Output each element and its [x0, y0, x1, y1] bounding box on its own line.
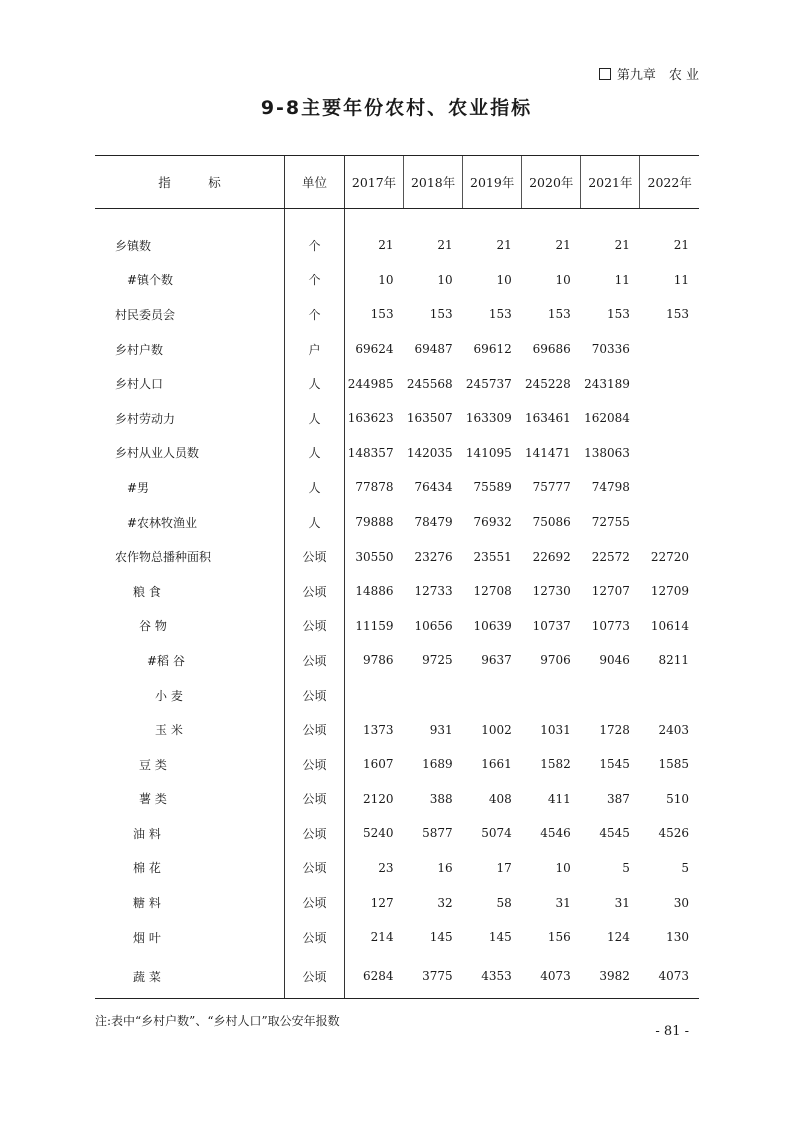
cell-value: 31	[614, 895, 630, 910]
row-label: 乡村户数	[115, 342, 164, 357]
cell-value	[640, 436, 699, 471]
cell-value: 21	[673, 238, 689, 253]
cell-value: 163623	[347, 411, 394, 426]
cell-value: 74798	[591, 480, 630, 495]
table-row	[95, 228, 699, 263]
table-row	[95, 782, 699, 817]
cell-value: 14886	[355, 584, 394, 599]
table-row	[95, 609, 699, 644]
cell-value: 2120	[363, 791, 394, 806]
table-row	[95, 816, 699, 851]
cell-value: 153	[666, 307, 689, 322]
cell-value: 142035	[406, 445, 453, 460]
cell-value: 11	[673, 272, 689, 287]
header-indicator: 指 标	[95, 156, 285, 209]
cell-value: 10	[437, 272, 453, 287]
row-unit: 公顷	[285, 920, 345, 955]
row-label: 谷 物	[139, 619, 167, 634]
table-row	[95, 712, 699, 747]
row-label: 乡村人口	[115, 377, 164, 392]
cell-value: 245737	[465, 376, 512, 391]
cell-value: 1661	[481, 757, 512, 772]
cell-value: 1582	[540, 757, 571, 772]
table-row	[95, 297, 699, 332]
row-unit: 公顷	[285, 609, 345, 644]
header-year: 2017年	[345, 156, 404, 209]
cell-value: 1585	[658, 757, 689, 772]
row-unit: 公顷	[285, 678, 345, 713]
cell-value: 21	[378, 238, 394, 253]
cell-value: 12730	[532, 584, 571, 599]
cell-value	[640, 332, 699, 367]
cell-value: 9786	[363, 653, 394, 668]
cell-value: 16	[437, 860, 453, 875]
cell-value: 4353	[463, 954, 522, 999]
cell-value: 9637	[481, 653, 512, 668]
row-unit: 公顷	[285, 643, 345, 678]
chapter-header	[599, 64, 699, 83]
row-unit: 公顷	[285, 747, 345, 782]
table-row	[95, 436, 699, 471]
cell-value: 1373	[363, 722, 394, 737]
cell-value: 12707	[591, 584, 630, 599]
cell-value: 72755	[591, 515, 630, 530]
cell-value: 5	[622, 860, 630, 875]
cell-value: 388	[429, 791, 453, 806]
cell-value: 69487	[414, 342, 453, 357]
cell-value: 141095	[465, 445, 512, 460]
cell-value: 17	[496, 860, 512, 875]
cell-value: 931	[429, 722, 453, 737]
row-unit: 人	[285, 505, 345, 540]
row-label: #男	[127, 480, 150, 495]
row-label: #农林牧渔业	[127, 515, 198, 530]
cell-value: 30	[673, 895, 689, 910]
cell-value: 75589	[473, 480, 512, 495]
header-year: 2019年	[463, 156, 522, 209]
row-label: 乡村劳动力	[115, 411, 176, 426]
table-row	[95, 539, 699, 574]
chapter-label: 第九章 农 业	[616, 68, 699, 83]
cell-value: 244985	[347, 376, 394, 391]
table-row	[95, 366, 699, 401]
cell-value: 245568	[406, 376, 453, 391]
cell-value: 4526	[658, 826, 689, 841]
cell-value: 69612	[473, 342, 512, 357]
cell-value: 1607	[363, 757, 394, 772]
cell-value: 145	[488, 930, 512, 945]
cell-value: 10	[555, 860, 571, 875]
cell-value	[581, 678, 640, 713]
cell-value: 75777	[532, 480, 571, 495]
cell-value: 145	[429, 930, 453, 945]
table-row	[95, 263, 699, 298]
row-label: 薯 类	[139, 792, 167, 807]
row-label: 村民委员会	[115, 307, 176, 322]
table-row	[95, 678, 699, 713]
cell-value: 124	[606, 930, 630, 945]
cell-value: 5	[681, 860, 689, 875]
row-unit: 户	[285, 332, 345, 367]
row-label: 农作物总播种面积	[115, 550, 212, 565]
row-unit: 人	[285, 470, 345, 505]
cell-value: 10614	[650, 618, 689, 633]
row-unit: 个	[285, 228, 345, 263]
cell-value: 10773	[591, 618, 630, 633]
cell-value	[522, 678, 581, 713]
cell-value: 9046	[599, 653, 630, 668]
row-unit: 人	[285, 436, 345, 471]
cell-value: 23276	[414, 549, 453, 564]
cell-value: 12708	[473, 584, 512, 599]
cell-value: 21	[496, 238, 512, 253]
table-row	[95, 401, 699, 436]
table-spacer-row	[95, 209, 699, 229]
table-row	[95, 851, 699, 886]
cell-value: 141471	[525, 445, 571, 460]
cell-value: 5074	[481, 826, 512, 841]
page-title: 9-8主要年份农村、农业指标	[260, 97, 533, 119]
row-unit: 公顷	[285, 885, 345, 920]
row-label: 糖 料	[133, 896, 161, 911]
row-unit: 公顷	[285, 712, 345, 747]
table-row	[95, 885, 699, 920]
cell-value: 21	[555, 238, 571, 253]
cell-value: 76434	[414, 480, 453, 495]
cell-value: 21	[614, 238, 630, 253]
indicator-table	[95, 155, 699, 999]
row-unit: 公顷	[285, 539, 345, 574]
row-label: 乡镇数	[115, 238, 152, 253]
cell-value: 10656	[414, 618, 453, 633]
header-unit: 单位	[285, 156, 345, 209]
cell-value: 79888	[355, 515, 394, 530]
cell-value: 162084	[584, 411, 630, 426]
table-row	[95, 470, 699, 505]
cell-value	[640, 401, 699, 436]
cell-value: 22692	[532, 549, 571, 564]
cell-value	[640, 366, 699, 401]
cell-value: 148357	[347, 445, 394, 460]
cell-value: 69624	[355, 342, 394, 357]
row-unit: 个	[285, 297, 345, 332]
cell-value: 1002	[481, 722, 512, 737]
cell-value: 10	[555, 272, 571, 287]
row-label: 乡村从业人员数	[115, 446, 200, 461]
indicator-table-container	[95, 155, 699, 999]
row-unit: 公顷	[285, 954, 345, 999]
cell-value	[463, 678, 522, 713]
checkbox-square-icon	[599, 68, 611, 80]
row-unit: 人	[285, 366, 345, 401]
cell-value: 156	[547, 930, 571, 945]
row-unit: 公顷	[285, 574, 345, 609]
cell-value: 5877	[422, 826, 453, 841]
cell-value: 9725	[422, 653, 453, 668]
cell-value: 69686	[532, 342, 571, 357]
cell-value: 10	[496, 272, 512, 287]
cell-value	[345, 678, 404, 713]
cell-value: 12709	[650, 584, 689, 599]
cell-value: 77878	[355, 480, 394, 495]
header-year: 2021年	[581, 156, 640, 209]
cell-value: 11159	[355, 618, 394, 633]
table-row	[95, 954, 699, 999]
cell-value: 22572	[591, 549, 630, 564]
cell-value: 9706	[540, 653, 571, 668]
cell-value: 3982	[581, 954, 640, 999]
table-row	[95, 747, 699, 782]
table-header-row	[95, 156, 699, 209]
cell-value: 245228	[525, 376, 571, 391]
row-unit: 公顷	[285, 816, 345, 851]
cell-value: 163309	[465, 411, 512, 426]
row-label: 豆 类	[139, 757, 167, 772]
cell-value: 138063	[584, 445, 630, 460]
cell-value: 243189	[584, 376, 630, 391]
cell-value: 3775	[404, 954, 463, 999]
cell-value: 1728	[599, 722, 630, 737]
cell-value: 70336	[591, 342, 630, 357]
row-label: 玉 米	[155, 723, 183, 738]
table-row	[95, 574, 699, 609]
header-year: 2020年	[522, 156, 581, 209]
cell-value: 10639	[473, 618, 512, 633]
row-unit: 公顷	[285, 851, 345, 886]
cell-value: 153	[547, 307, 571, 322]
cell-value: 58	[496, 895, 512, 910]
row-unit: 个	[285, 263, 345, 298]
cell-value: 32	[437, 895, 453, 910]
cell-value: 22720	[650, 549, 689, 564]
table-row	[95, 920, 699, 955]
row-label: #镇个数	[127, 273, 174, 288]
page-number: - 81 -	[655, 1024, 689, 1039]
cell-value: 510	[666, 791, 689, 806]
table-note: 注:表中“乡村户数”、“乡村人口”取公安年报数	[95, 1014, 340, 1028]
cell-value: 1031	[540, 722, 571, 737]
cell-value: 214	[370, 930, 394, 945]
cell-value: 78479	[414, 515, 453, 530]
row-label: 棉 花	[133, 861, 161, 876]
cell-value: 8211	[658, 653, 689, 668]
cell-value: 127	[370, 895, 394, 910]
cell-value: 411	[547, 791, 571, 806]
cell-value: 1689	[422, 757, 453, 772]
cell-value: 1545	[599, 757, 630, 772]
cell-value: 153	[429, 307, 453, 322]
cell-value: 4545	[599, 826, 630, 841]
cell-value: 163507	[406, 411, 453, 426]
row-unit: 人	[285, 401, 345, 436]
cell-value: 4073	[522, 954, 581, 999]
cell-value: 2403	[658, 722, 689, 737]
cell-value: 387	[606, 791, 630, 806]
table-row	[95, 505, 699, 540]
cell-value: 4073	[640, 954, 699, 999]
cell-value	[640, 470, 699, 505]
cell-value: 76932	[473, 515, 512, 530]
row-label: 小 麦	[155, 688, 183, 703]
cell-value: 153	[606, 307, 630, 322]
cell-value: 10	[378, 272, 394, 287]
cell-value: 30550	[355, 549, 394, 564]
cell-value: 6284	[345, 954, 404, 999]
cell-value: 408	[488, 791, 512, 806]
cell-value	[404, 678, 463, 713]
table-body	[95, 209, 699, 999]
cell-value: 163461	[525, 411, 571, 426]
cell-value: 75086	[532, 515, 571, 530]
cell-value: 12733	[414, 584, 453, 599]
cell-value: 10737	[532, 618, 571, 633]
table-row	[95, 643, 699, 678]
cell-value: 5240	[363, 826, 394, 841]
cell-value	[640, 678, 699, 713]
cell-value: 11	[614, 272, 630, 287]
row-label: #稻 谷	[147, 653, 185, 668]
cell-value: 23	[378, 860, 394, 875]
cell-value	[640, 505, 699, 540]
row-label: 油 料	[133, 826, 161, 841]
cell-value: 4546	[540, 826, 571, 841]
cell-value: 23551	[473, 549, 512, 564]
row-label: 蔬 菜	[95, 954, 285, 999]
row-unit: 公顷	[285, 782, 345, 817]
cell-value: 130	[666, 930, 689, 945]
header-year: 2018年	[404, 156, 463, 209]
cell-value: 153	[488, 307, 512, 322]
row-label: 粮 食	[133, 584, 161, 599]
cell-value: 21	[437, 238, 453, 253]
header-year: 2022年	[640, 156, 699, 209]
table-row	[95, 332, 699, 367]
row-label: 烟 叶	[133, 930, 161, 945]
cell-value: 153	[370, 307, 394, 322]
cell-value: 31	[555, 895, 571, 910]
